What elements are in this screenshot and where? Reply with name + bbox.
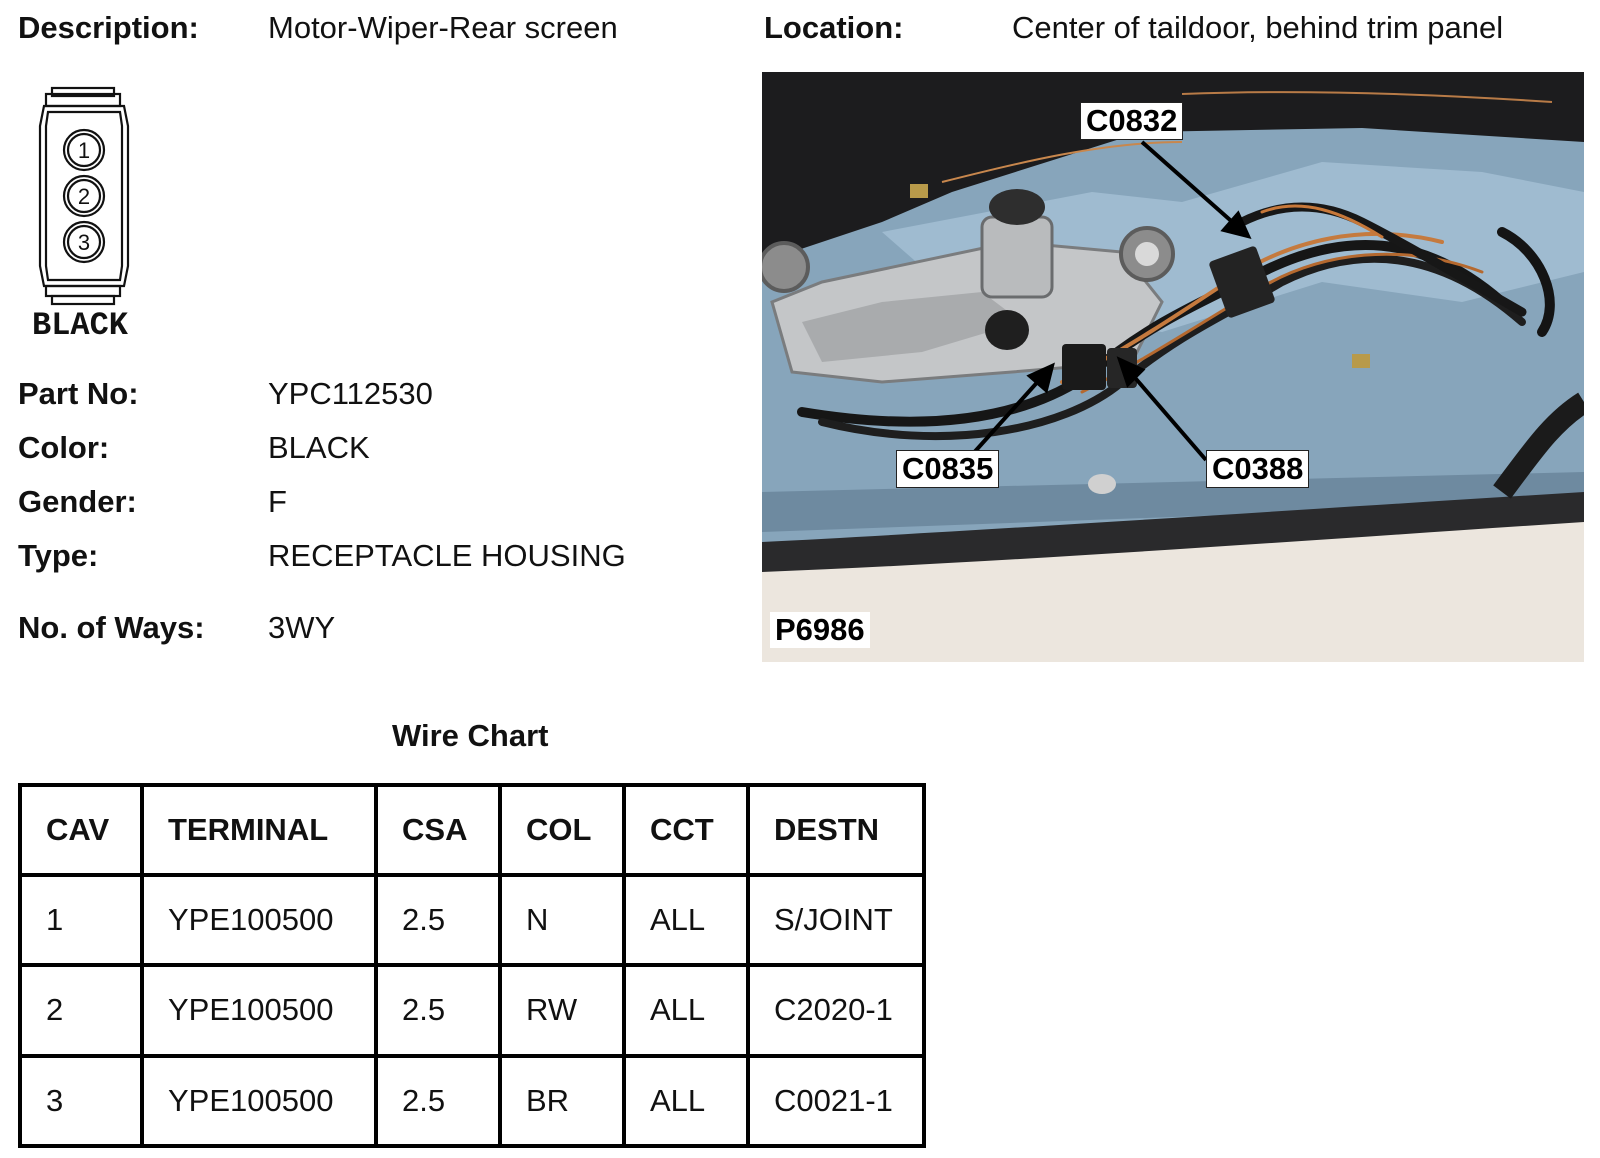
type-value: RECEPTACLE HOUSING <box>268 538 626 573</box>
ways-value: 3WY <box>268 610 336 645</box>
cell-terminal: YPE100500 <box>142 875 376 965</box>
cell-col: RW <box>500 965 624 1055</box>
color-label: Color: <box>18 430 110 465</box>
location-label: Location: <box>764 10 904 45</box>
connector-face-diagram <box>24 86 144 346</box>
column-header-terminal: TERMINAL <box>142 785 376 875</box>
location-value: Center of taildoor, behind trim panel <box>1012 10 1504 45</box>
pin-2-label: 2 <box>77 184 91 209</box>
table-row <box>20 965 924 1055</box>
column-header-destn: DESTN <box>748 785 924 875</box>
pin-3-label: 3 <box>77 230 91 255</box>
pin-1-label: 1 <box>77 138 91 163</box>
callout-c0835: C0835 <box>896 450 999 488</box>
type-label: Type: <box>18 538 99 573</box>
column-header-cav: CAV <box>20 785 142 875</box>
column-header-cct: CCT <box>624 785 748 875</box>
cell-destn: S/JOINT <box>748 875 924 965</box>
cell-cct: ALL <box>624 965 748 1055</box>
cell-csa: 2.5 <box>376 1056 500 1146</box>
cell-terminal: YPE100500 <box>142 965 376 1055</box>
cell-destn: C0021-1 <box>748 1056 924 1146</box>
callout-c0832: C0832 <box>1080 102 1183 140</box>
cell-csa: 2.5 <box>376 965 500 1055</box>
cell-cav: 3 <box>20 1056 142 1146</box>
cell-col: BR <box>500 1056 624 1146</box>
connector-color-label: BLACK <box>31 307 129 344</box>
column-header-col: COL <box>500 785 624 875</box>
part-no-label: Part No: <box>18 376 139 411</box>
description-label: Description: <box>18 10 199 45</box>
wire-chart-table <box>18 783 926 1148</box>
wire-chart-title: Wire Chart <box>392 718 549 753</box>
cell-csa: 2.5 <box>376 875 500 965</box>
part-no-value: YPC112530 <box>268 376 433 411</box>
cell-col: N <box>500 875 624 965</box>
table-row <box>20 1056 924 1146</box>
cell-cav: 1 <box>20 875 142 965</box>
table-row <box>20 875 924 965</box>
gender-value: F <box>268 484 287 519</box>
description-value: Motor-Wiper-Rear screen <box>268 10 618 45</box>
callout-c0388: C0388 <box>1206 450 1309 488</box>
photo-id-label: P6986 <box>770 612 870 648</box>
location-photo <box>762 72 1584 662</box>
color-value: BLACK <box>268 430 370 465</box>
column-header-csa: CSA <box>376 785 500 875</box>
cell-cct: ALL <box>624 1056 748 1146</box>
cell-cav: 2 <box>20 965 142 1055</box>
gender-label: Gender: <box>18 484 137 519</box>
cell-cct: ALL <box>624 875 748 965</box>
ways-label: No. of Ways: <box>18 610 205 645</box>
cell-destn: C2020-1 <box>748 965 924 1055</box>
table-header-row <box>20 785 924 875</box>
cell-terminal: YPE100500 <box>142 1056 376 1146</box>
